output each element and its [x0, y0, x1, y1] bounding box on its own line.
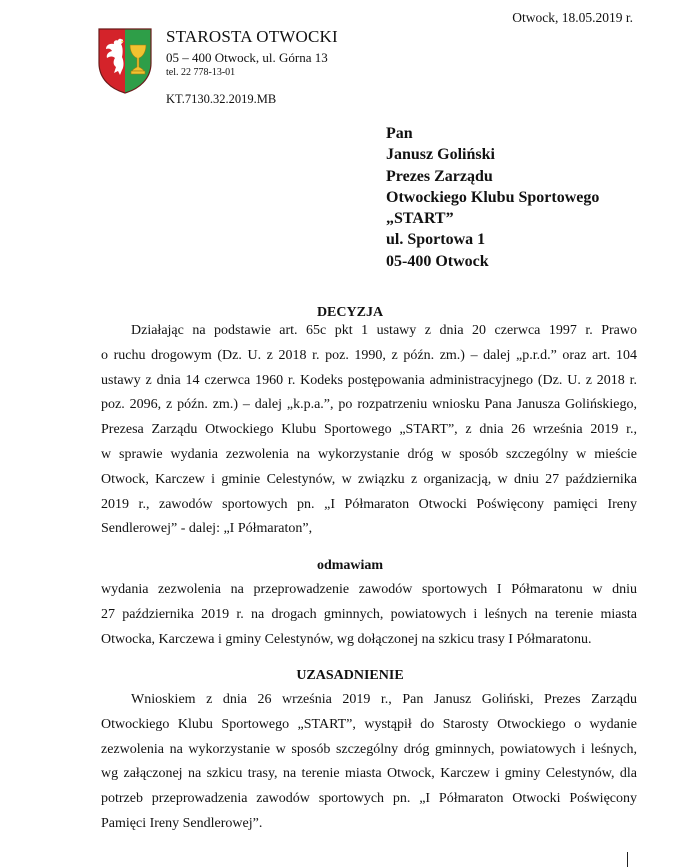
justification-line: Otwockiego Klubu Sportowego „START”, wystąpił do Starosty Otwockiego o wydanie — [101, 716, 637, 732]
body-line: Otwock, Karczew i gminie Celestynów, w związku z organizacją, w dniu 27 października — [101, 471, 637, 487]
issuer-block — [166, 27, 338, 79]
coat-of-arms-icon — [97, 27, 153, 95]
document-date: Otwock, 18.05.2019 r. — [512, 10, 633, 25]
recipient-line: 05-400 Otwock — [386, 252, 489, 270]
recipient-line: „START” — [386, 210, 454, 228]
decision-body — [101, 319, 637, 542]
ruling-line: wydania zezwolenia na przeprowadzenie zawodów sportowych I Półmaratonu w dniu — [101, 582, 637, 597]
justification-body — [101, 688, 637, 837]
justification-line: wg załączonej na szkicu trasy, na terenie miasta Otwock, Karczew i gminy Celestynów, dla — [101, 766, 637, 782]
decision-title: DECYZJA — [316, 305, 384, 320]
justification-line: Wnioskiem z dnia 26 września 2019 r., Pan Janusz Goliński, Prezes Zarządu — [131, 692, 637, 707]
justification-line: Pamięci Ireny Sendlerowej”. — [101, 815, 263, 831]
body-line: ustawy z dnia 14 czerwca 1960 r. Kodeks postępowania administracyjnego (Dz. U. z 2018 r. — [101, 372, 637, 388]
body-line: Prezesa Zarządu Otwockiego Klubu Sportowego „START”, z dnia 26 września 2019 r., — [101, 422, 637, 438]
body-line: o ruchu drogowym (Dz. U. z 2018 r. poz. 1990, z późn. zm.) – dalej „p.r.d.” oraz art. 104 — [101, 347, 637, 363]
ruling-body — [101, 578, 637, 652]
ruling-line: Otwocka, Karczewa i gminy Celestynów, wg dołączonej na szkicu trasy I Półmaratonu. — [101, 631, 592, 647]
issuer-phone: tel. 22 778-13-01 — [166, 67, 236, 78]
ruling-word: odmawiam — [316, 558, 384, 573]
justification-line: zezwolenia na wykorzystanie w sposób szczególny dróg gminnych, powiatowych i leśnych, — [101, 741, 637, 757]
recipient-address — [386, 123, 599, 272]
page-edge-mark — [627, 852, 628, 867]
recipient-line: Janusz Goliński — [386, 146, 495, 164]
recipient-line: ul. Sportowa 1 — [386, 231, 486, 249]
justification-title: UZASADNIENIE — [296, 668, 404, 683]
body-line: Sendlerowej” - dalej: „I Półmaraton”, — [101, 521, 313, 537]
issuer-name: STAROSTA OTWOCKI — [166, 27, 338, 46]
body-line: poz. 2096, z późn. zm.) – dalej „k.p.a.”, po rozpatrzeniu wniosku Pana Janusza Golińskiego, — [101, 397, 637, 413]
issuer-address: 05 – 400 Otwock, ul. Górna 13 — [166, 50, 328, 65]
justification-line: potrzeb przeprowadzenia zawodów sportowych pn. „I Półmaraton Otwocki Poświęcony — [101, 791, 637, 807]
recipient-line: Prezes Zarządu — [386, 167, 493, 185]
recipient-line: Otwockiego Klubu Sportowego — [386, 188, 600, 206]
crest-shield-icon — [97, 27, 153, 95]
ruling-line: 27 października 2019 r. na drogach gminnych, powiatowych i leśnych na terenie miasta — [101, 606, 637, 622]
case-reference: KT.7130.32.2019.MB — [166, 92, 277, 106]
body-line: 2019 r., zawodów sportowych pn. „I Półmaraton Otwocki Poświęcony pamięci Ireny — [101, 496, 637, 512]
body-line: w sprawie wydania zezwolenia na wykorzystanie dróg w sposób szczególny w mieście — [101, 446, 637, 462]
body-line: Działając na podstawie art. 65c pkt 1 ustawy z dnia 20 czerwca 1997 r. Prawo — [131, 323, 637, 338]
recipient-line: Pan — [386, 125, 413, 142]
